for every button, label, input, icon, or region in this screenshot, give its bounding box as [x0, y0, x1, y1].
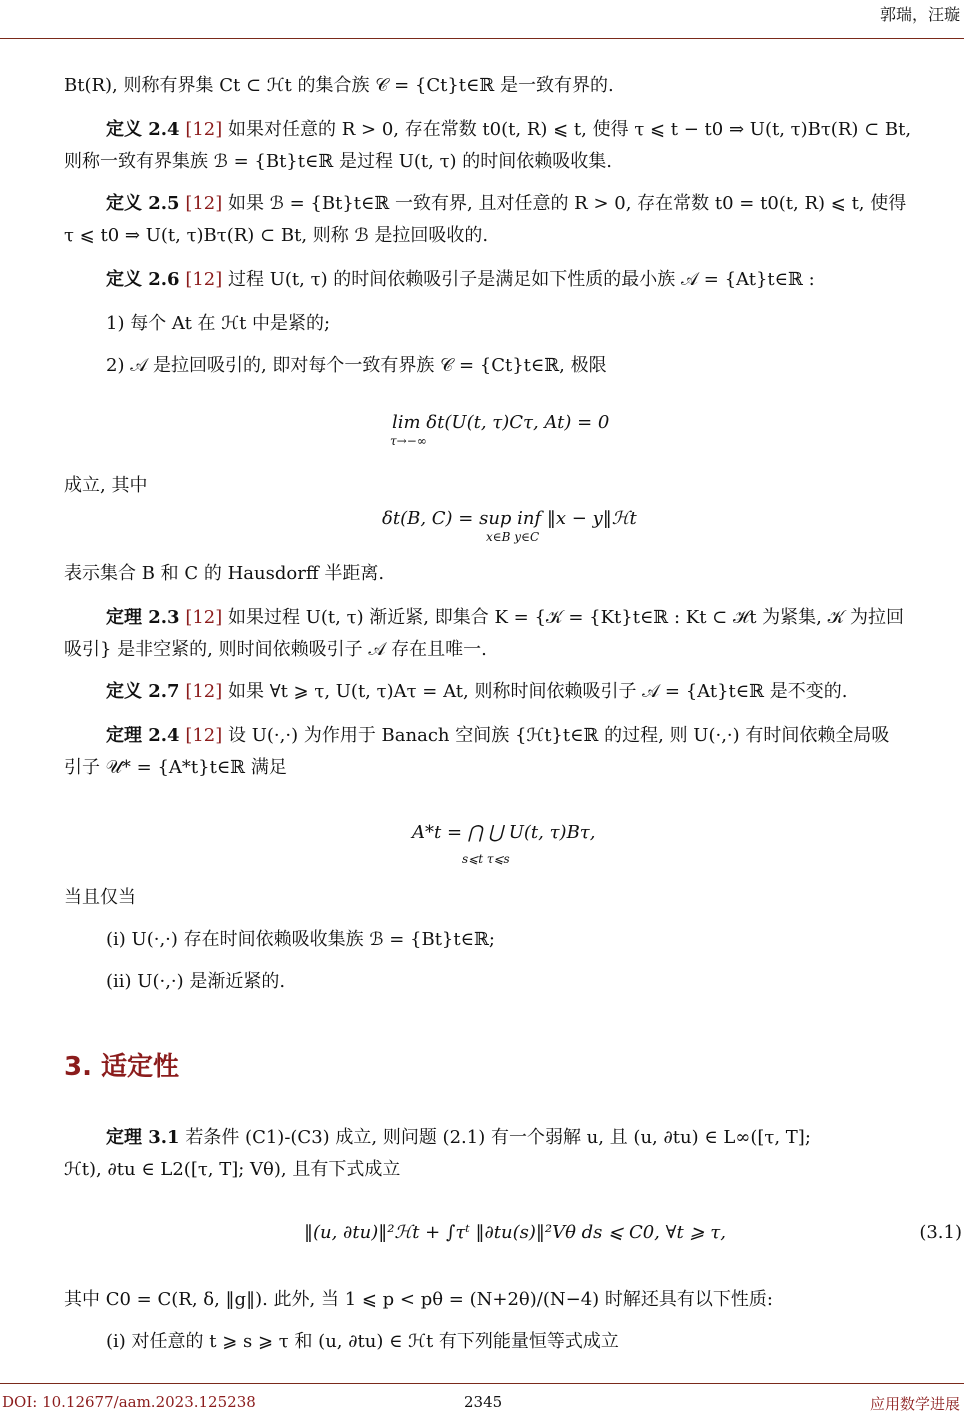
list-item: (ii) U(·,·) 是渐近紧的.	[106, 971, 286, 992]
footer-doi-link[interactable]: DOI: 10.12677/aam.2023.125238	[2, 1393, 256, 1411]
equation-union: A*t = ⋂ ⋃ U(t, τ)Bτ,	[412, 822, 596, 843]
equation-limit: lim δt(U(t, τ)Cτ, At) = 0	[392, 412, 610, 433]
paragraph-line: 引子 𝒰* = {A*t}t∈ℝ 满足	[64, 757, 287, 778]
definition-2-7	[106, 680, 848, 704]
definition-label: 定义 2.4	[106, 119, 180, 140]
paragraph-line: ℋt), ∂tu ∈ L2([τ, T]; Vθ), 且有下式成立	[64, 1159, 401, 1180]
citation-link[interactable]: [12]	[185, 269, 223, 290]
paragraph-line: 吸引} 是非空紧的, 则时间依赖吸引子 𝒜 存在且唯一.	[64, 639, 487, 660]
theorem-text: 如果过程 U(t, τ) 渐近紧, 即集合 K = {𝒦 = {Kt}t∈ℝ : Kt ⊂ ℋt 为紧集, 𝒦 为拉回	[228, 607, 905, 628]
definition-text: 如果对任意的 R > 0, 存在常数 t0(t, R) ⩽ t, 使得 τ ⩽ t − t0 ⇒ U(t, τ)Bτ(R) ⊂ Bt,	[228, 119, 912, 140]
paragraph-line: τ ⩽ t0 ⇒ U(t, τ)Bτ(R) ⊂ Bt, 则称 ℬ 是拉回吸收的.	[64, 225, 489, 246]
theorem-label: 定理 2.4	[106, 725, 180, 746]
equation-delta-subscript: x∈B y∈C	[486, 530, 540, 544]
paragraph-line: Bt(R), 则称有界集 Ct ⊂ ℋt 的集合族 𝒞 = {Ct}t∈ℝ 是一致有界的.	[64, 75, 614, 96]
definition-2-4	[106, 118, 911, 142]
theorem-label: 定理 2.3	[106, 607, 180, 628]
theorem-text: 若条件 (C1)-(C3) 成立, 则问题 (2.1) 有一个弱解 u, 且 (u, ∂tu) ∈ L∞([τ, T];	[185, 1127, 811, 1148]
theorem-2-3	[106, 606, 904, 630]
theorem-3-1	[106, 1126, 811, 1150]
paragraph-line: 表示集合 B 和 C 的 Hausdorff 半距离.	[64, 563, 385, 584]
definition-text: 如果 ∀t ⩾ τ, U(t, τ)Aτ = At, 则称时间依赖吸引子 𝒜 = {At}t∈ℝ 是不变的.	[228, 681, 848, 702]
list-item: 1) 每个 At 在 ℋt 中是紧的;	[106, 313, 331, 334]
list-item: 2) 𝒜 是拉回吸引的, 即对每个一致有界族 𝒞 = {Ct}t∈ℝ, 极限	[106, 355, 607, 376]
equation-union-subscript: s⩽t τ⩽s	[462, 852, 510, 866]
footer-journal-name: 应用数学进展	[869, 1395, 960, 1413]
theorem-label: 定理 3.1	[106, 1127, 180, 1148]
definition-label: 定义 2.5	[106, 193, 180, 214]
citation-link[interactable]: [12]	[185, 725, 223, 746]
equation-delta: δt(B, C) = sup inf ‖x − y‖ℋt	[382, 508, 637, 529]
equation-limit-subscript: τ→−∞	[390, 434, 427, 448]
citation-link[interactable]: [12]	[185, 607, 223, 628]
definition-text: 过程 U(t, τ) 的时间依赖吸引子是满足如下性质的最小族 𝒜 = {At}t∈ℝ :	[228, 269, 815, 290]
definition-2-5	[106, 192, 906, 216]
theorem-text: 设 U(·,·) 为作用于 Banach 空间族 {ℋt}t∈ℝ 的过程, 则 U(·,·) 有时间依赖全局吸	[228, 725, 890, 746]
paragraph-line: 则称一致有界集族 ℬ = {Bt}t∈ℝ 是过程 U(t, τ) 的时间依赖吸收集.	[64, 151, 613, 172]
definition-label: 定义 2.6	[106, 269, 180, 290]
citation-link[interactable]: [12]	[185, 193, 223, 214]
paragraph-line: 当且仅当	[64, 887, 136, 908]
paragraph-line: 其中 C0 = C(R, δ, ‖g‖). 此外, 当 1 ⩽ p < pθ = (N+2θ)/(N−4) 时解还具有以下性质:	[64, 1289, 773, 1310]
section-heading: 3. 适定性	[64, 1052, 180, 1082]
definition-text: 如果 ℬ = {Bt}t∈ℝ 一致有界, 且对任意的 R > 0, 存在常数 t0 = t0(t, R) ⩽ t, 使得	[228, 193, 907, 214]
list-item: (i) 对任意的 t ⩾ s ⩾ τ 和 (u, ∂tu) ∈ ℋt 有下列能量恒等式成立	[106, 1331, 619, 1352]
equation-number: (3.1)	[919, 1222, 962, 1243]
list-item: (i) U(·,·) 存在时间依赖吸收集族 ℬ = {Bt}t∈ℝ;	[106, 929, 495, 950]
definition-label: 定义 2.7	[106, 681, 180, 702]
citation-link[interactable]: [12]	[185, 119, 223, 140]
running-header-authors: 郭瑞，汪璇	[879, 5, 960, 24]
page-number: 2345	[464, 1393, 503, 1411]
header-rule	[0, 38, 964, 39]
theorem-2-4	[106, 724, 889, 748]
citation-link[interactable]: [12]	[185, 681, 223, 702]
definition-2-6	[106, 268, 815, 292]
equation-3-1: ‖(u, ∂tu)‖²ℋt + ∫τᵗ ‖∂tu(s)‖²Vθ ds ⩽ C0, ∀t ⩾ τ,	[304, 1222, 726, 1243]
paragraph-line: 成立, 其中	[64, 475, 148, 496]
footer-rule	[0, 1383, 964, 1384]
